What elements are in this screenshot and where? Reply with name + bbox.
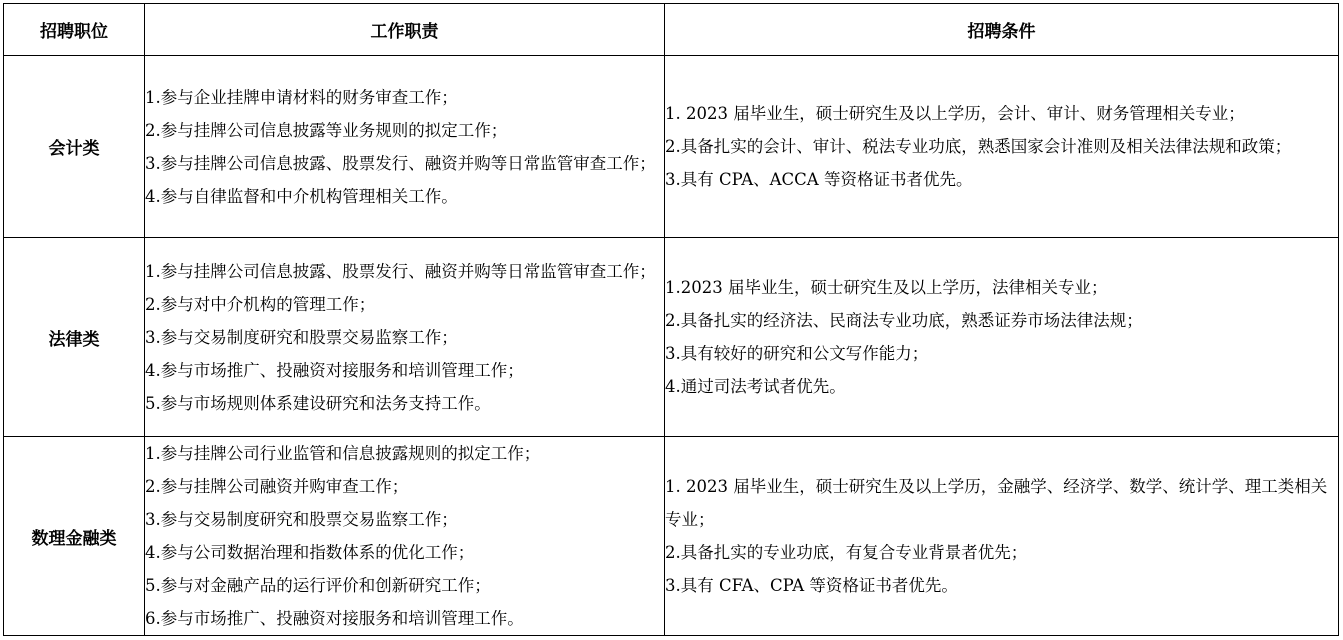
position-cell: 数理金融类 — [4, 437, 145, 636]
table-row-law — [4, 238, 1339, 437]
duty-item: 3.参与交易制度研究和股票交易监察工作； — [145, 327, 458, 347]
requirement-item: 2.具备扎实的专业功底，有复合专业背景者优先； — [665, 543, 1028, 562]
requirements-cell — [665, 238, 1339, 437]
duty-item: 2.参与挂牌公司信息披露等业务规则的拟定工作； — [145, 120, 508, 140]
duty-item: 1.参与挂牌公司信息披露、股票发行、融资并购等日常监管审查工作； — [145, 261, 656, 281]
table-row-accounting — [4, 56, 1339, 238]
header-position: 招聘职位 — [4, 4, 145, 56]
duty-item: 5.参与市场规则体系建设研究和法务支持工作。 — [145, 393, 491, 413]
position-cell: 会计类 — [4, 56, 145, 238]
duty-item: 4.参与市场推广、投融资对接服务和培训管理工作； — [145, 360, 524, 380]
requirements-cell — [665, 437, 1339, 636]
duty-item: 5.参与对金融产品的运行评价和创新研究工作； — [145, 576, 491, 595]
requirement-item: 1. 2023 届毕业生，硕士研究生及以上学历，会计、审计、财务管理相关专业； — [665, 104, 1245, 123]
table-row-quant-finance — [4, 437, 1339, 636]
requirement-item: 4.通过司法考试者优先。 — [665, 377, 846, 396]
requirement-item: 3.具有较好的研究和公文写作能力； — [665, 344, 929, 363]
duty-item: 1.参与企业挂牌申请材料的财务审查工作； — [145, 87, 458, 107]
header-requirements: 招聘条件 — [665, 4, 1339, 56]
requirement-item: 3.具有 CPA、ACCA 等资格证书者优先。 — [665, 170, 973, 189]
requirement-item: 1.2023 届毕业生，硕士研究生及以上学历，法律相关专业； — [665, 278, 1108, 297]
duty-item: 1.参与挂牌公司行业监管和信息披露规则的拟定工作； — [145, 444, 541, 463]
requirement-item: 3.具有 CFA、CPA 等资格证书者优先。 — [665, 576, 958, 595]
duties-cell — [145, 56, 665, 238]
requirement-item: 2.具备扎实的经济法、民商法专业功底，熟悉证券市场法律法规； — [665, 311, 1143, 330]
duties-cell — [145, 437, 665, 636]
position-cell: 法律类 — [4, 238, 145, 437]
requirement-item: 1. 2023 届毕业生，硕士研究生及以上学历，金融学、经济学、数学、统计学、理工类相关专业； — [665, 477, 1328, 529]
requirements-cell — [665, 56, 1339, 238]
requirement-item: 2.具备扎实的会计、审计、税法专业功底，熟悉国家会计准则及相关法律法规和政策； — [665, 137, 1292, 156]
duty-item: 4.参与公司数据治理和指数体系的优化工作； — [145, 543, 475, 562]
header-row — [4, 4, 1339, 56]
duty-item: 2.参与挂牌公司融资并购审查工作； — [145, 477, 409, 496]
duty-item: 3.参与交易制度研究和股票交易监察工作； — [145, 510, 458, 529]
duties-cell — [145, 238, 665, 437]
duty-item: 4.参与自律监督和中介机构管理相关工作。 — [145, 186, 458, 206]
header-duties: 工作职责 — [145, 4, 665, 56]
duty-item: 3.参与挂牌公司信息披露、股票发行、融资并购等日常监管审查工作； — [145, 153, 656, 173]
recruitment-table — [3, 3, 1339, 636]
duty-item: 2.参与对中介机构的管理工作； — [145, 294, 376, 314]
duty-item: 6.参与市场推广、投融资对接服务和培训管理工作。 — [145, 609, 524, 628]
